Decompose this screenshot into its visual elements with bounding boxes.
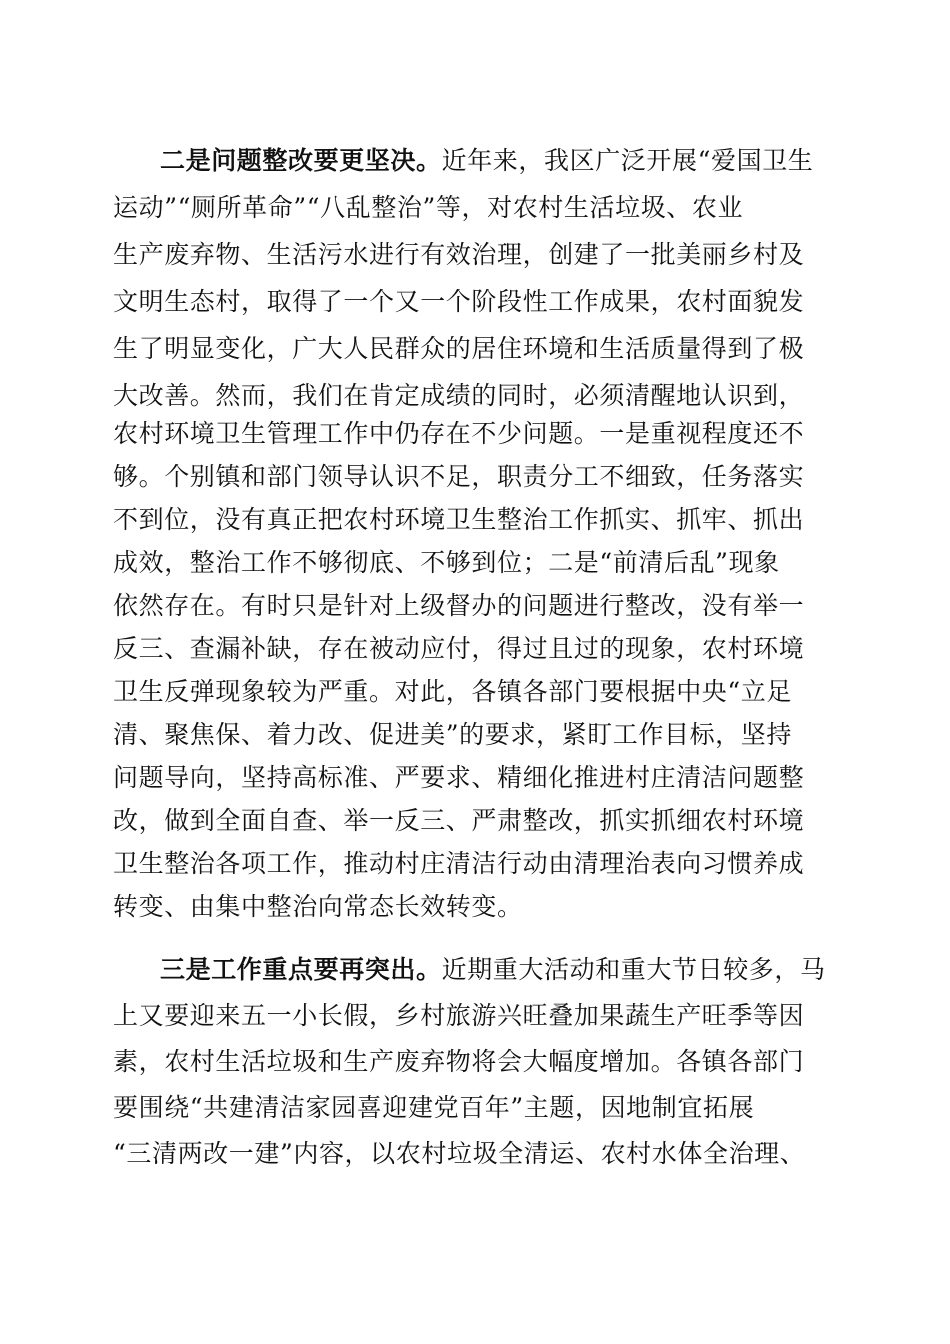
paragraph-2-lead: 三是工作重点要再突出。 xyxy=(160,955,442,984)
paragraph-1-lead: 二是问题整改要更坚决。 xyxy=(160,146,442,175)
paragraph-1-line-12: 反三、查漏补缺，存在被动应付，得过且过的现象，农村环境 xyxy=(113,634,805,663)
paragraph-1-line-13: 卫生反弹现象较为严重。对此，各镇各部门要根据中央“立足 xyxy=(113,677,792,706)
paragraph-1-line-11: 依然存在。有时只是针对上级督办的问题进行整改，没有举一 xyxy=(113,591,805,620)
paragraph-1-line-9: 不到位，没有真正把农村环境卫生整治工作抓实、抓牢、抓出 xyxy=(113,505,805,534)
paragraph-1-line-1 xyxy=(160,141,840,181)
paragraph-1-line-8: 够。个别镇和部门领导认识不足，职责分工不细致，任务落实 xyxy=(113,462,805,491)
paragraph-1-line-17: 卫生整治各项工作，推动村庄清洁行动由清理治表向习惯养成 xyxy=(113,849,805,878)
paragraph-1-line-2: 运动”“厕所革命”“八乱整治”等，对农村生活垃圾、农业 xyxy=(113,193,744,222)
paragraph-1-line-15: 问题导向，坚持高标准、严要求、精细化推进村庄清洁问题整 xyxy=(113,763,805,792)
paragraph-1-line-14: 清、聚焦保、着力改、促进美”的要求，紧盯工作目标，坚持 xyxy=(113,720,792,749)
paragraph-1-line-3: 生产废弃物、生活污水进行有效治理，创建了一批美丽乡村及 xyxy=(113,240,805,269)
paragraph-1-line-18: 转变、由集中整治向常态长效转变。 xyxy=(113,892,523,921)
paragraph-1-text: 近年来，我区广泛开展“爱国卫生 xyxy=(441,146,814,175)
paragraph-2-text: 近期重大活动和重大节日较多，马 xyxy=(441,955,826,984)
paragraph-1-line-16: 改，做到全面自查、举一反三、严肃整改，抓实抓细农村环境 xyxy=(113,806,805,835)
paragraph-2-line-1 xyxy=(160,950,840,990)
paragraph-1-line-5: 生了明显变化，广大人民群众的居住环境和生活质量得到了极 xyxy=(113,334,805,363)
paragraph-1-line-7: 农村环境卫生管理工作中仍存在不少问题。一是重视程度还不 xyxy=(113,419,805,448)
paragraph-2-line-3: 素，农村生活垃圾和生产废弃物将会大幅度增加。各镇各部门 xyxy=(113,1047,805,1076)
paragraph-1-line-6: 大改善。然而，我们在肯定成绩的同时，必须清醒地认识到， xyxy=(113,381,805,410)
paragraph-2-line-2: 上又要迎来五一小长假，乡村旅游兴旺叠加果蔬生产旺季等因 xyxy=(113,1001,805,1030)
paragraph-2-line-5: “三清两改一建”内容，以农村垃圾全清运、农村水体全治理、 xyxy=(113,1139,806,1168)
paragraph-1-line-4: 文明生态村，取得了一个又一个阶段性工作成果，农村面貌发 xyxy=(113,287,805,316)
paragraph-1-line-10: 成效，整治工作不够彻底、不够到位；二是“前清后乱”现象 xyxy=(113,548,780,577)
paragraph-2-line-4: 要围绕“共建清洁家园喜迎建党百年”主题，因地制宜拓展 xyxy=(113,1093,755,1122)
